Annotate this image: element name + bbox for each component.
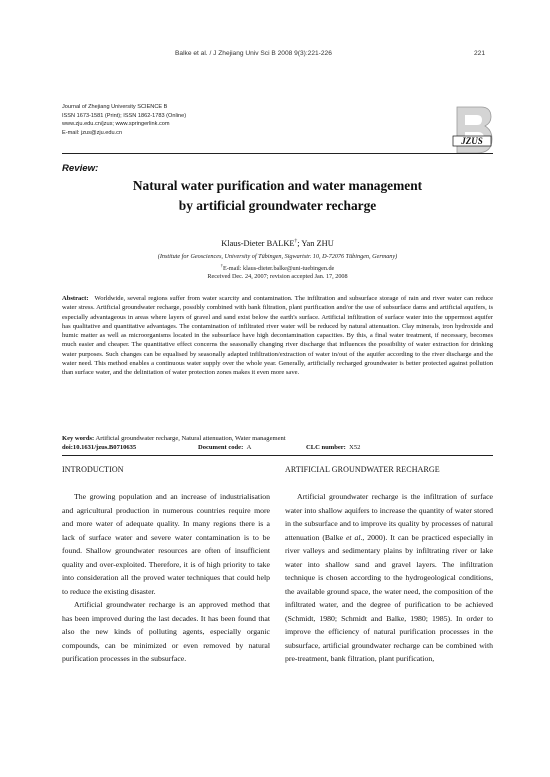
- keywords-text: Artificial groundwater recharge, Natural attenuation, Water management: [95, 435, 286, 442]
- section-heading-introduction: INTRODUCTION: [62, 465, 124, 474]
- jzus-logo: [451, 103, 493, 159]
- author-2: Yan ZHU: [301, 238, 334, 248]
- received-dates: Received Dec. 24, 2007; revision accepted Jan. 17, 2008: [207, 273, 348, 280]
- journal-name: Journal of Zhejiang University SCIENCE B: [62, 104, 168, 110]
- journal-websites: www.zju.edu.cn/jzus; www.springerlink.com: [62, 121, 170, 128]
- journal-issn: ISSN 1673-1581 (Print); ISSN 1862-1783 (Online): [62, 112, 187, 119]
- intro-paragraph-2: Artificial groundwater recharge is an approved method that has been improved during the last decades. It has been found that also the new kinds of polluting agents, especially organic compounds, can be minimized or even removed by natural purification processes in the subsurface.: [62, 600, 270, 663]
- intro-paragraph-1: The growing population and an increase of industrialisation and agricultural production in numerous countries require more and more water of adequate quality. In many regions there is a lack of surface water and severe water contamination is to be found. Shallow groundwater resources are often of insufficient quality and over-exploited. Therefore, it is of high priority to take into consideration all the proved water techniques that could help to reduce the existing disaster.: [62, 492, 270, 596]
- recharge-text-a: Artificial groundwater recharge is the infiltration of surface water into shallow aquifers to increase the quantity of water stored in the subsurface and to improve its quality by processes of natural attenuation (Balke: [285, 492, 493, 542]
- section-heading-recharge: ARTIFICIAL GROUNDWATER RECHARGE: [285, 465, 440, 474]
- left-column: [62, 490, 270, 666]
- affiliation: (Institute for Geosciences, University of Tübingen, Sigwartstr. 10, D-72076 Tübingen, Germany): [157, 253, 398, 260]
- document-code: [198, 443, 251, 452]
- abstract-label: Abstract:: [62, 295, 89, 302]
- page-number: 221: [474, 50, 486, 57]
- doi-line: [62, 443, 493, 452]
- corresponding-mark: †: [294, 238, 298, 244]
- journal-email: E-mail: jzus@zju.edu.cn: [62, 129, 123, 136]
- doi-label: doi:: [62, 444, 73, 451]
- clc-number: [306, 443, 360, 452]
- abstract-text: Worldwide, several regions suffer from water scarcity and contamination. The infiltration and subsurface storage of rain and river water can reduce water stress. Artificial groundwater recharge, possibly combined with bank filtration, plant purification and/or the use of subsurface dams and artificial aquifers, is especially advantageous in areas where layers of gravel and sand exist below the earth's surface. Artificial infiltration of surface water into the uppermost aquifer has qualitative and quantitative advantages. The contamination of infiltrated river water will be reduced by natural attenuation. Clay minerals, iron hydroxide and humic matter as well as microorganisms located in the subsurface have high decontamination capacities. By this, a final water treatment, if necessary, becomes much easier and cheaper. The quantitative effect concerns the seasonally changing river discharge that influences the possibility of water extraction for drinking water purposes. Such changes can be equalised by seasonally adapted infiltration/extraction of water in/out of the aquifer according to the river discharge and the water need. This method enables a continuous water supply over the whole year. Generally, artificially recharged groundwater is better protected against pollution than surface water, and the delinitation of water protection zones makes it even more save.: [62, 295, 493, 377]
- clc-value: X52: [349, 444, 361, 451]
- email-text: E-mail: klaus-dieter.balke@uni-tuebingen.de: [222, 265, 335, 273]
- right-column: [285, 490, 493, 666]
- abstract: [62, 294, 493, 378]
- abstract-rule: [62, 455, 493, 456]
- journal-info: [62, 103, 186, 137]
- doi-value: 10.1631/jzus.B0710635: [72, 444, 137, 451]
- keywords-label: Key words:: [62, 435, 95, 442]
- author-1: Klaus-Dieter BALKE: [221, 238, 295, 248]
- document-code-label: Document code:: [198, 444, 244, 451]
- header-rule: [62, 153, 493, 154]
- keywords: [62, 434, 493, 443]
- email-line: [62, 263, 493, 272]
- running-head-citation: Balke et al. / J Zhejiang Univ Sci B 2008 9(3):221-226: [175, 50, 332, 57]
- document-code-value: A: [246, 444, 252, 451]
- paper-title-line2: by artificial groundwater recharge: [178, 198, 377, 213]
- authors: [62, 238, 493, 248]
- email-dagger: †: [220, 263, 223, 268]
- clc-label: CLC number:: [306, 444, 346, 451]
- recharge-text-b: ., 2000). It can be practiced especially in river valleys and sedimentary plains by infiltrating river or lake water into shallow sand and gravel layers. The infiltration technique is chosen according to the hydrogeological conditions, the available ground space, the water need, the composition of the infiltrated water, and the degree of purification to be achieved (Schmidt, 1980; Schmidt and Balke, 1980; 1985). In order to improve the efficiency of natural purification processes in the subsurface, artificial groundwater recharge can be combined with pre-treatment, bank filtration, plant purification,: [285, 532, 494, 663]
- paper-title-line1: Natural water purification and water management: [132, 178, 423, 193]
- logo-text: JZUS: [461, 136, 483, 146]
- section-label: Review:: [62, 163, 99, 174]
- recharge-paragraph-1: [285, 490, 493, 666]
- recharge-etal: et al: [345, 532, 361, 542]
- author-separator: ;: [297, 238, 302, 248]
